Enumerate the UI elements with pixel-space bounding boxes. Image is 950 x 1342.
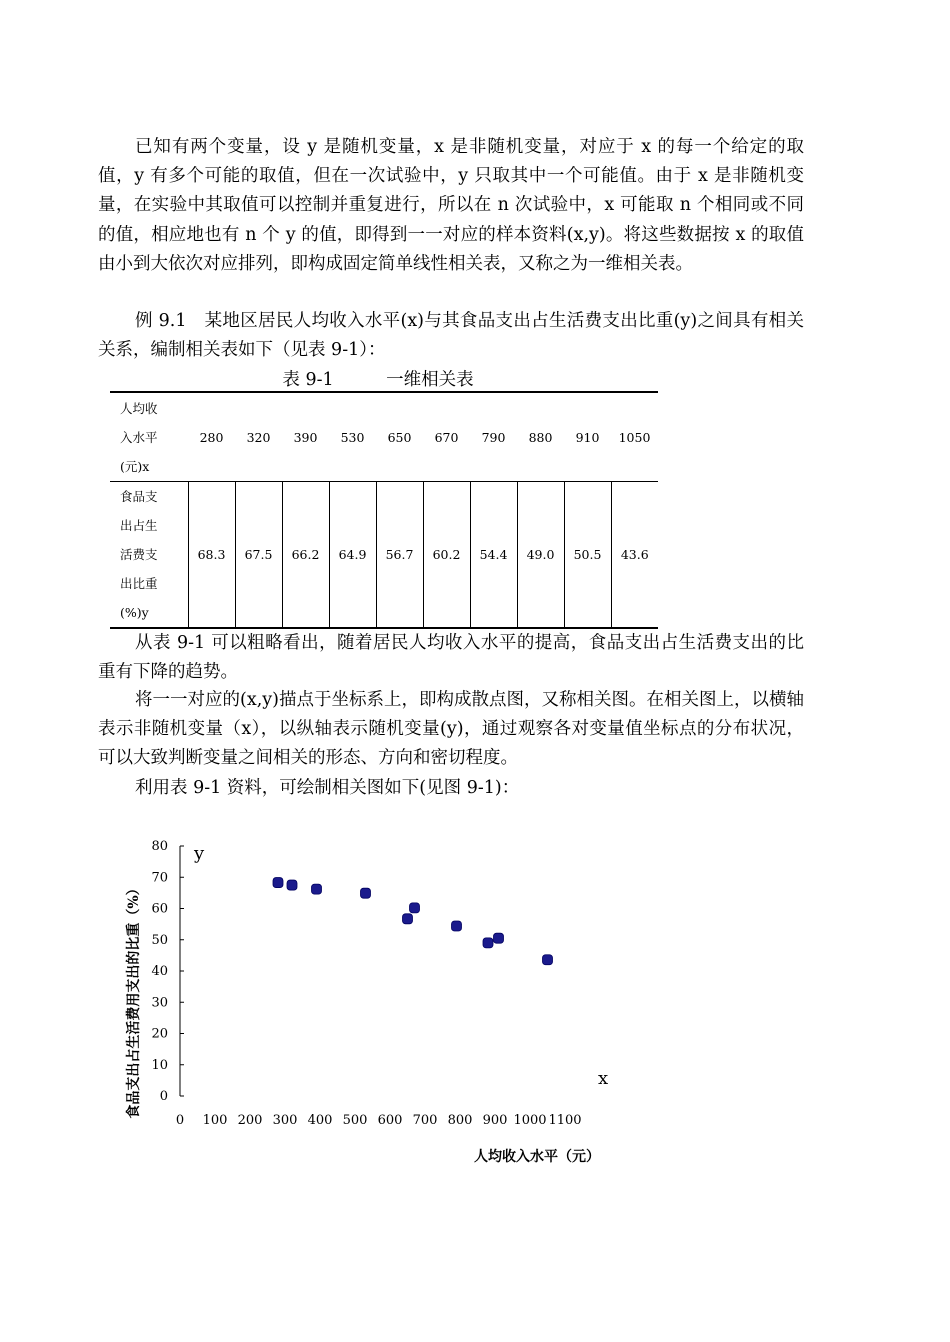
x-tick-label: 500 xyxy=(342,1113,368,1128)
table-cell: 280 xyxy=(188,392,235,482)
data-point xyxy=(543,955,553,965)
x-tick-label: 1100 xyxy=(548,1113,582,1128)
y-tick-labels xyxy=(151,839,168,1104)
table-cell: 60.2 xyxy=(423,482,470,629)
label-line: 出比重 xyxy=(120,576,158,591)
table-cell: 66.2 xyxy=(282,482,329,629)
x-tick-label: 100 xyxy=(202,1113,228,1128)
y-tick-label: 30 xyxy=(151,995,168,1011)
y-tick-label: 50 xyxy=(151,932,168,948)
x-tick-label: 400 xyxy=(307,1113,333,1128)
data-point xyxy=(287,880,297,890)
x-axis-letter: x xyxy=(598,1068,609,1089)
y-tick-label: 0 xyxy=(159,1089,168,1104)
correlation-table xyxy=(110,391,658,629)
table-cell: 64.9 xyxy=(329,482,376,629)
table-cell: 530 xyxy=(329,392,376,482)
table-cell: 880 xyxy=(517,392,564,482)
chart-axes xyxy=(180,846,184,1096)
x-tick-label: 200 xyxy=(237,1113,263,1128)
scatter-chart xyxy=(120,830,640,1175)
label-line: 活费支 xyxy=(120,547,158,562)
example-paragraph: 例 9.1 某地区居民人均收入水平(x)与其食品支出占生活费支出比重(y)之间具有相关关系，编制相关表如下（见表 9-1）： xyxy=(98,311,804,361)
x-axis-label: 人均收入水平（元） xyxy=(474,1149,600,1165)
x-tick-label: 800 xyxy=(447,1113,473,1128)
label-line: 出占生 xyxy=(120,518,158,533)
figure-intro-paragraph: 利用表 9-1 资料，可绘制相关图如下(见图 9-1)： xyxy=(135,778,520,798)
x-tick-labels xyxy=(176,1113,582,1128)
data-point xyxy=(361,888,371,898)
table-cell: 50.5 xyxy=(564,482,611,629)
label-line: 人均收 xyxy=(120,400,158,416)
table-cell: 390 xyxy=(282,392,329,482)
scatter-definition-paragraph: 将一一对应的(x,y)描点于坐标系上，即构成散点图，又称相关图。在相关图上，以横轴表示非随机变量（x），以纵轴表示随机变量(y)，通过观察各对变量值坐标点的分布状况，可以大致判断变量之间相关的形态、方向和密切程度。 xyxy=(98,690,804,769)
table-cell: 67.5 xyxy=(235,482,282,629)
label-line: 食品支 xyxy=(120,489,158,504)
observation-paragraph: 从表 9-1 可以粗略看出，随着居民人均收入水平的提高，食品支出占生活费支出的比重有下降的趋势。 xyxy=(98,633,804,683)
data-point xyxy=(410,903,420,913)
x-tick-label: 700 xyxy=(412,1113,438,1128)
table-cell: 56.7 xyxy=(376,482,423,629)
x-tick-label: 600 xyxy=(377,1113,403,1128)
y-axis-label: 食品支出占生活费用支出的比重（%） xyxy=(126,881,142,1119)
table-cell: 49.0 xyxy=(517,482,564,629)
y-tick-label: 60 xyxy=(151,901,168,917)
intro-paragraph: 已知有两个变量，设 y 是随机变量，x 是非随机变量，对应于 x 的每一个给定的取值，y 有多个可能的取值，但在一次试验中，y 只取其中一个可能值。由于 x 是非随机变量，在实验中其取值可以控制并重复进行，所以在 n 次试验中，x 可能取 n 个相同或不同的值，相应地也有 n 个 y 的值，即得到一一对应的样本资料(x,y)。将这些数据按 x 的取值由小到大依次对应排列，即构成固定简单线性相关表，又称之为一维相关表。 xyxy=(98,137,804,274)
x-tick-label: 900 xyxy=(482,1113,508,1128)
y-axis-letter: y xyxy=(194,843,205,864)
y-tick-label: 70 xyxy=(151,870,168,886)
label-line: (%)y xyxy=(120,605,149,620)
table-cell: 43.6 xyxy=(611,482,658,629)
data-point xyxy=(483,938,493,948)
table-cell: 670 xyxy=(423,392,470,482)
y-tick-label: 10 xyxy=(151,1057,168,1073)
table-cell: 54.4 xyxy=(470,482,517,629)
data-point xyxy=(273,878,283,888)
y-tick-label: 40 xyxy=(151,964,168,979)
x-tick-label: 0 xyxy=(175,1113,185,1128)
table-row-income xyxy=(110,392,658,482)
data-point xyxy=(403,914,413,924)
data-points xyxy=(273,878,553,965)
data-point xyxy=(494,933,504,943)
table-cell: 910 xyxy=(564,392,611,482)
income-row-label xyxy=(110,392,188,482)
table-cell: 650 xyxy=(376,392,423,482)
table-caption: 表 9-1 一维相关表 xyxy=(282,370,474,390)
y-tick-label: 80 xyxy=(151,839,168,854)
x-tick-label: 1000 xyxy=(513,1113,547,1128)
table-cell: 1050 xyxy=(611,392,658,482)
label-line: (元)x xyxy=(120,458,150,474)
x-tick-label: 300 xyxy=(272,1113,298,1128)
table-cell: 68.3 xyxy=(188,482,235,629)
table-cell: 790 xyxy=(470,392,517,482)
data-point xyxy=(312,884,322,894)
label-line: 入水平 xyxy=(120,429,158,445)
table-cell: 320 xyxy=(235,392,282,482)
data-point xyxy=(452,921,462,931)
y-tick-label: 20 xyxy=(151,1026,168,1042)
table-row-food-share xyxy=(110,482,658,629)
food-share-row-label xyxy=(110,482,188,629)
